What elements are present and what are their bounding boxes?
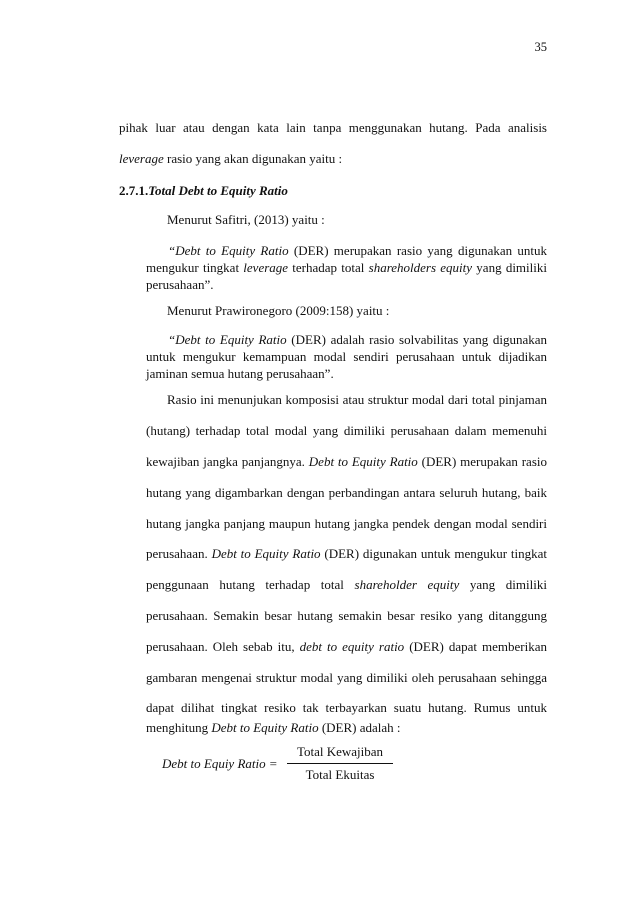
block-quote: “Debt to Equity Ratio (DER) adalah rasio solvabilitas yang digunakan untuk mengukur kemampuan modal sendiri perusahaan untuk dijadikan jaminan semua hutang perusahaan”.	[146, 332, 547, 381]
formula-fraction	[287, 744, 393, 783]
section-title: Total Debt to Equity Ratio	[148, 183, 288, 198]
page-number: 35	[534, 40, 547, 54]
citation-intro: Menurut Prawironegoro (2009:158) yaitu :	[167, 303, 390, 318]
citation-intro: Menurut Safitri, (2013) yaitu :	[167, 212, 325, 227]
formula-denominator: Total Ekuitas	[305, 767, 375, 782]
paragraph-line: Rasio ini menunjukan komposisi atau struktur modal dari total pinjaman	[167, 392, 547, 407]
block-quote: “Debt to Equity Ratio (DER) merupakan rasio yang digunakan untuk mengukur tingkat leverage terhadap total shareholders equity yang dimiliki perusahaan”.	[146, 243, 547, 292]
paragraph-line: leverage rasio yang akan digunakan yaitu :	[119, 151, 343, 166]
paragraph-line: gambaran mengenai struktur modal yang dimiliki oleh perusahaan sehingga	[146, 670, 547, 685]
paragraph-line: dapat dilihat tingkat resiko tak terbayarkan suatu hutang. Rumus untuk	[146, 700, 547, 715]
paragraph-line: perusahaan. Debt to Equity Ratio (DER) digunakan untuk mengukur tingkat	[146, 546, 547, 561]
formula-lhs: Debt to Equiy Ratio	[162, 755, 266, 771]
paragraph-line: perusahaan. Oleh sebab itu, debt to equity ratio (DER) dapat memberikan	[146, 639, 548, 654]
paragraph-line: hutang jangka panjang maupun hutang jangka pendek dengan modal sendiri	[146, 516, 547, 531]
section-number: 2.7.1.	[119, 183, 149, 198]
paragraph-line: menghitung Debt to Equity Ratio (DER) adalah :	[146, 720, 401, 735]
paragraph-line: pihak luar atau dengan kata lain tanpa menggunakan hutang. Pada analisis	[119, 120, 547, 135]
paragraph-line: (hutang) terhadap total modal yang dimiliki perusahaan dalam memenuhi	[146, 423, 547, 438]
paragraph-line: kewajiban jangka panjangnya. Debt to Equity Ratio (DER) merupakan rasio	[146, 454, 548, 469]
formula	[162, 744, 393, 783]
paragraph-line: penggunaan hutang terhadap total shareholder equity yang dimiliki	[146, 577, 547, 592]
formula-numerator: Total Kewajiban	[287, 744, 393, 764]
section-heading	[119, 183, 288, 199]
formula-equals: =	[269, 755, 277, 771]
paragraph-line: perusahaan. Semakin besar hutang semakin besar resiko yang ditanggung	[146, 608, 547, 623]
paragraph-line: hutang yang digambarkan dengan perbandingan antara seluruh hutang, baik	[146, 485, 547, 500]
